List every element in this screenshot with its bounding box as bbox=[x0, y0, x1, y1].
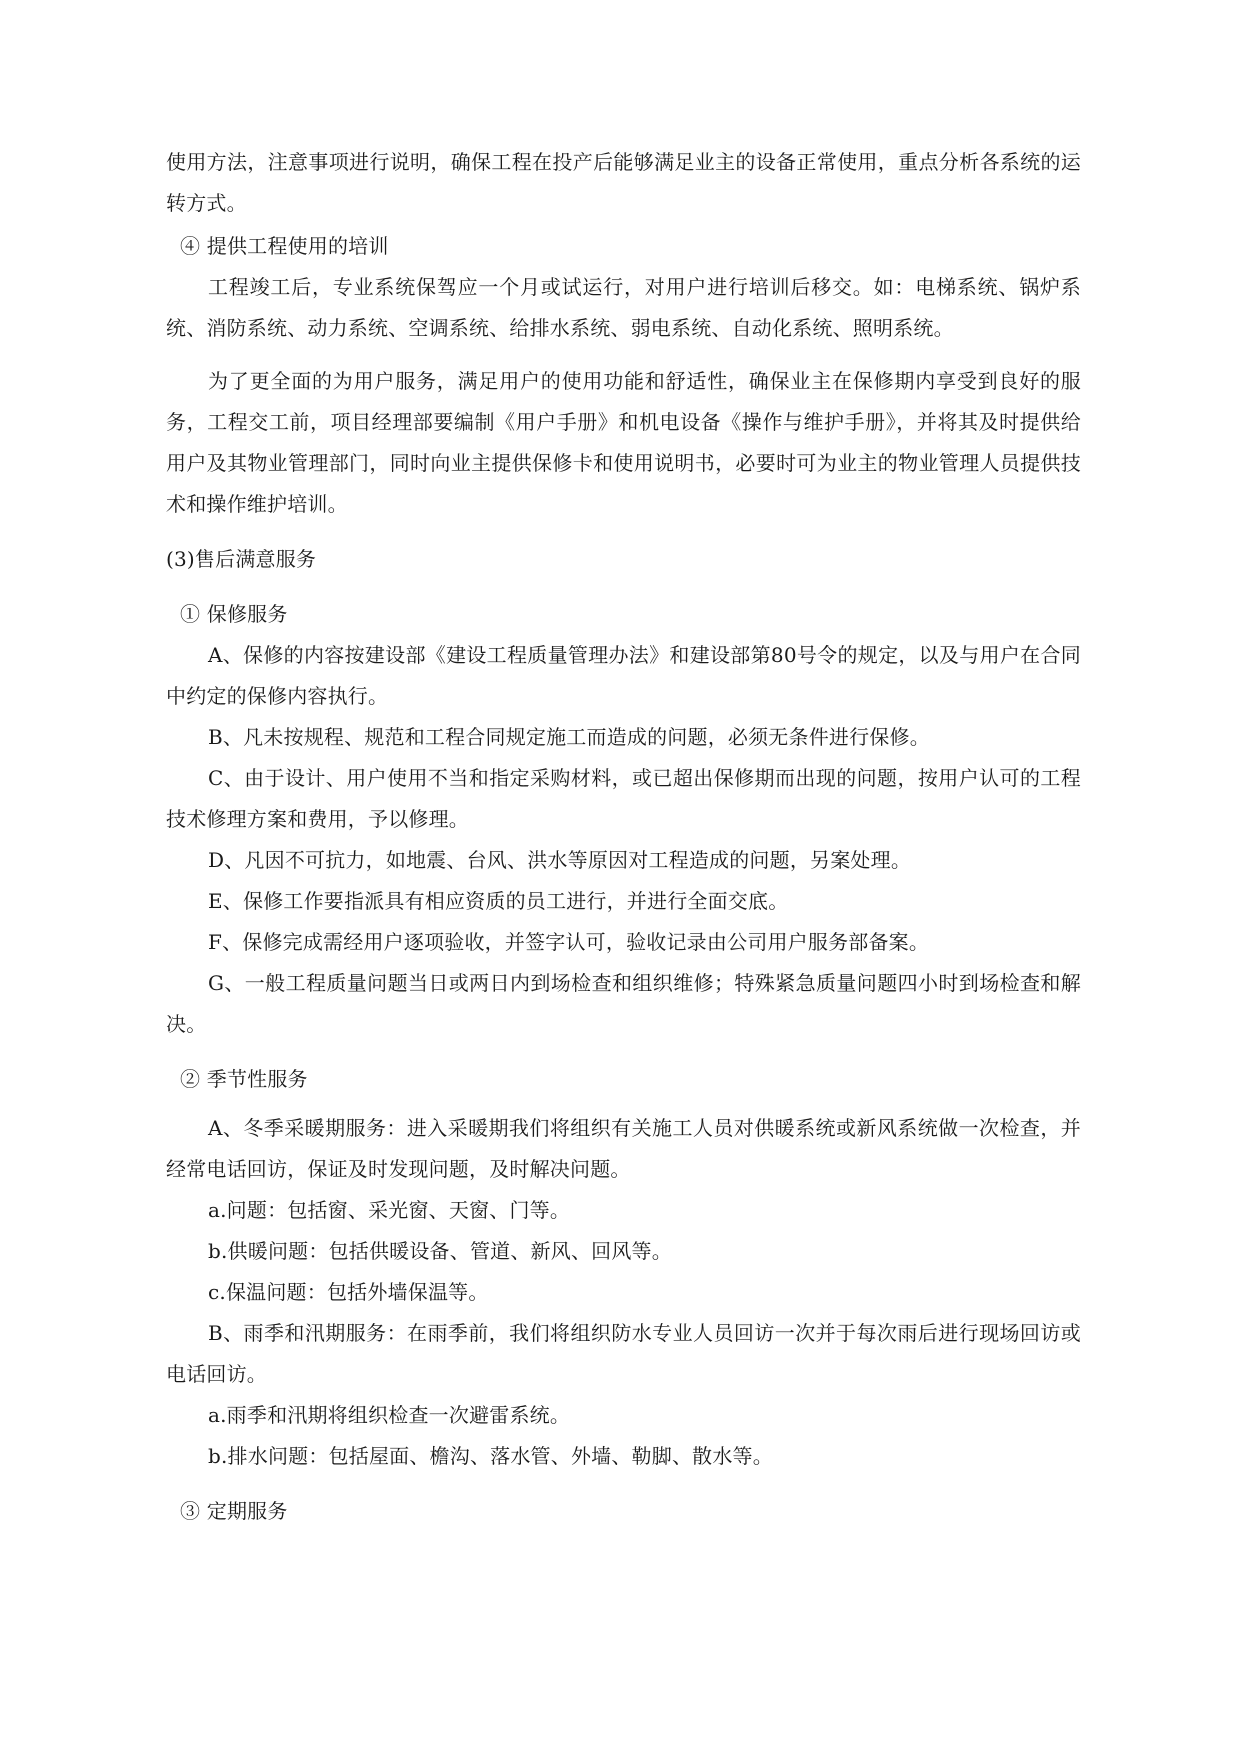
seasonal-subitem-a2: b.供暖问题：包括供暖设备、管道、新风、回风等。 bbox=[208, 1239, 672, 1263]
document-body bbox=[166, 142, 1081, 1532]
paragraph-training: 工程竣工后，专业系统保驾应一个月或试运行，对用户进行培训后移交。如：电梯系统、锅炉系统、消防系统、动力系统、空调系统、给排水系统、弱电系统、自动化系统、照明系统。 bbox=[166, 275, 1081, 340]
heading-warranty-service: ① 保修服务 bbox=[180, 602, 288, 626]
warranty-item-g: G、一般工程质量问题当日或两日内到场检查和组织维修；特殊紧急质量问题四小时到场检查和解决。 bbox=[166, 971, 1081, 1036]
seasonal-subitem-b1: a.雨季和汛期将组织检查一次避雷系统。 bbox=[208, 1403, 571, 1427]
warranty-item-d: D、凡因不可抗力，如地震、台风、洪水等原因对工程造成的问题，另案处理。 bbox=[208, 848, 912, 872]
seasonal-subitem-a3: c.保温问题：包括外墙保温等。 bbox=[208, 1280, 489, 1304]
seasonal-item-b: B、雨季和汛期服务：在雨季前，我们将组织防水专业人员回访一次并于每次雨后进行现场回访或电话回访。 bbox=[166, 1321, 1081, 1386]
warranty-item-b: B、凡未按规程、规范和工程合同规定施工而造成的问题，必须无条件进行保修。 bbox=[208, 725, 930, 749]
warranty-item-c: C、由于设计、用户使用不当和指定采购材料，或已超出保修期而出现的问题，按用户认可的工程技术修理方案和费用，予以修理。 bbox=[166, 766, 1081, 831]
heading-periodic-service: ③ 定期服务 bbox=[180, 1499, 288, 1523]
paragraph-user-manual: 为了更全面的为用户服务，满足用户的使用功能和舒适性，确保业主在保修期内享受到良好的服务，工程交工前，项目经理部要编制《用户手册》和机电设备《操作与维护手册》，并将其及时提供给用户及其物业管理部门，同时向业主提供保修卡和使用说明书，必要时可为业主的物业管理人员提供技术和操作维护培训。 bbox=[166, 369, 1081, 516]
section-after-sales-heading: (3)售后满意服务 bbox=[166, 547, 317, 571]
seasonal-subitem-a1: a.问题：包括窗、采光窗、天窗、门等。 bbox=[208, 1198, 571, 1222]
seasonal-item-a: A、冬季采暖期服务：进入采暖期我们将组织有关施工人员对供暖系统或新风系统做一次检查，并经常电话回访，保证及时发现问题，及时解决问题。 bbox=[166, 1116, 1081, 1181]
warranty-item-f: F、保修完成需经用户逐项验收，并签字认可，验收记录由公司用户服务部备案。 bbox=[208, 930, 930, 954]
warranty-item-a: A、保修的内容按建设部《建设工程质量管理办法》和建设部第80号令的规定，以及与用户在合同中约定的保修内容执行。 bbox=[166, 643, 1081, 708]
seasonal-subitem-b2: b.排水问题：包括屋面、檐沟、落水管、外墙、勒脚、散水等。 bbox=[208, 1444, 773, 1468]
warranty-item-e: E、保修工作要指派具有相应资质的员工进行，并进行全面交底。 bbox=[208, 889, 789, 913]
paragraph-usage-instructions: 使用方法，注意事项进行说明，确保工程在投产后能够满足业主的设备正常使用，重点分析各系统的运转方式。 bbox=[166, 150, 1081, 215]
heading-training: ④ 提供工程使用的培训 bbox=[180, 234, 389, 258]
heading-seasonal-service: ② 季节性服务 bbox=[180, 1067, 308, 1091]
